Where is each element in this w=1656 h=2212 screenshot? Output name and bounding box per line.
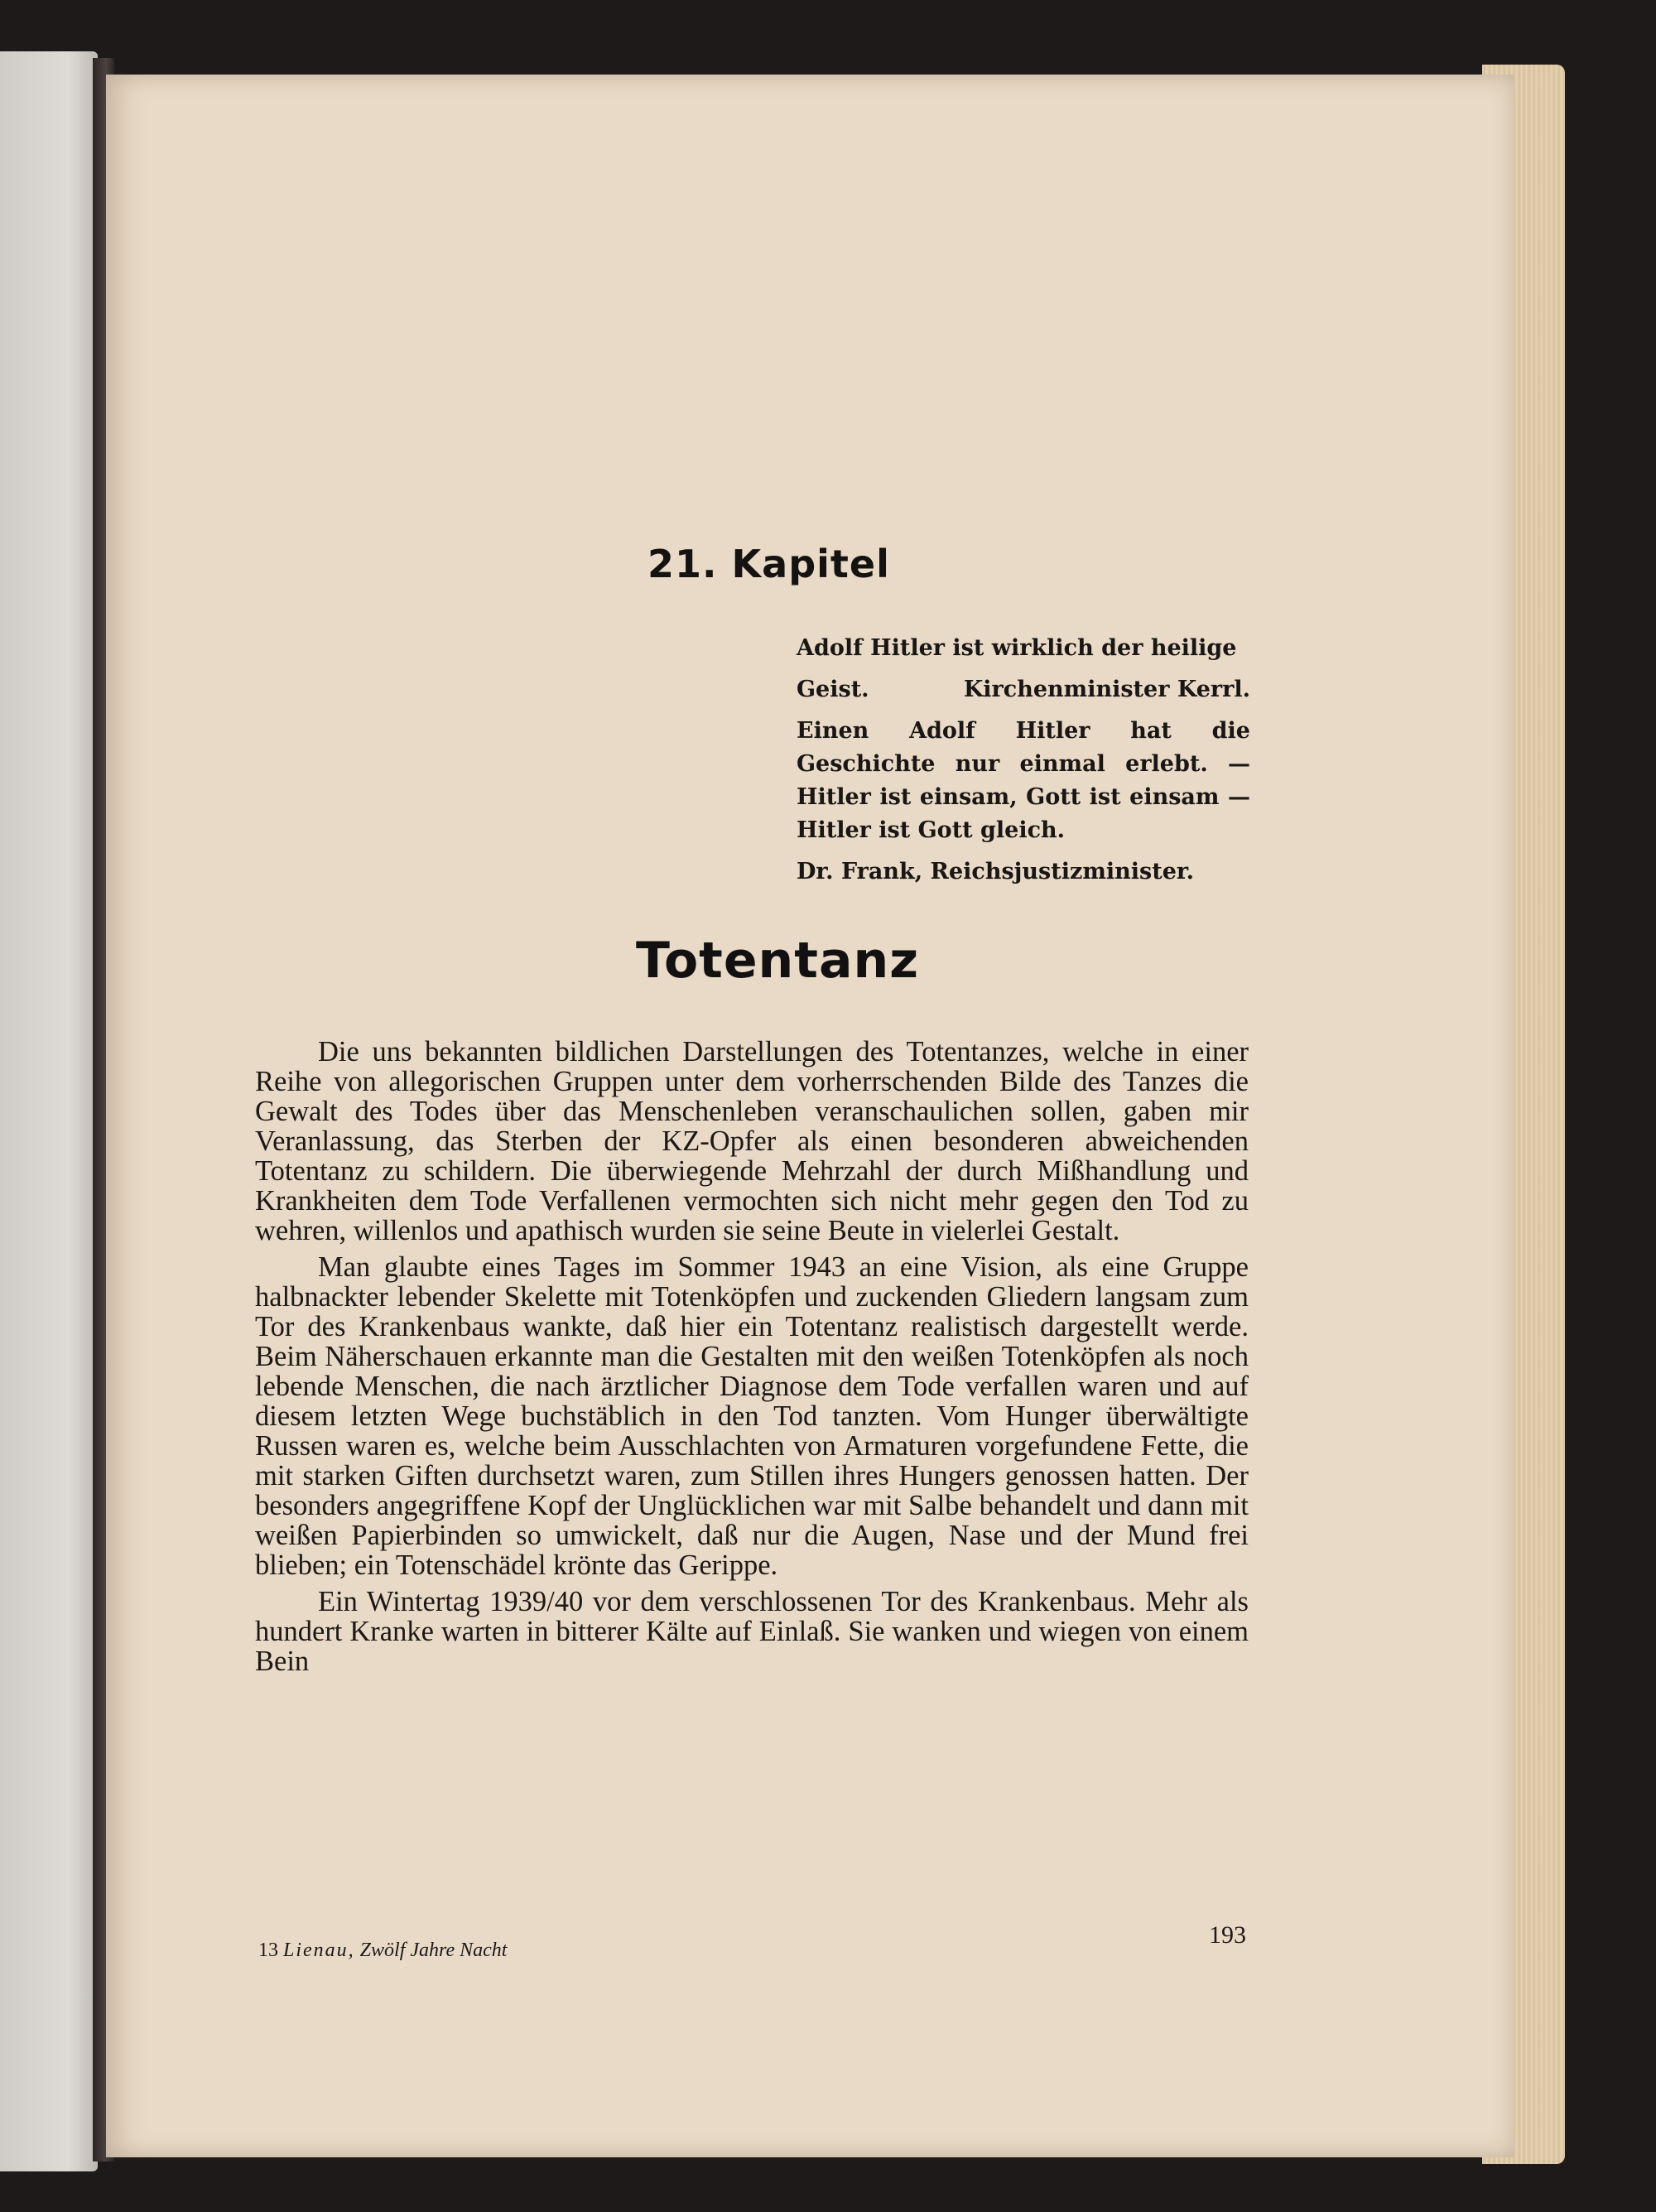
paragraph-1: Die uns bekannten bildlichen Darstellungen des Totentanzes, welche in einer Reihe von allegorischen Gruppen unter dem vorherrschenden Bilde des Tanzes die Gewalt des Todes über das Menschenleben veranschaulichen sollen, gaben mir Veranlassung, das Sterben der KZ-Opfer als einen besonderen abweichenden Totentanz zu schildern. Die überwiegende Mehrzahl der durch Mißhandlung und Krankheiten dem Tode Verfallenen vermochten sich nicht mehr gegen den Tod zu wehren, willenlos und apathisch wurden sie seine Beute in vielerlei Gestalt.: [255, 1036, 1249, 1246]
paragraph-2: Man glaubte eines Tages im Sommer 1943 an eine Vision, als eine Gruppe halbnackter lebender Skelette mit Totenköpfen und zuckenden Gliedern langsam zum Tor des Krankenbaus wankte, daß hier ein Totentanz realistisch dargestellt werde. Beim Näherschauen erkannte man die Gestalten mit den weißen Totenköpfen als noch lebende Menschen, die nach ärztlicher Diagnose dem Tode verfallen waren und auf diesem letzten Wege buchstäblich in den Tod tanzten. Vom Hunger überwältigte Russen waren es, welche beim Ausschlachten von Armaturen vorgefundene Fette, die mit starken Giften durchsetzt waren, zum Stillen ihres Hungers genossen hatten. Der besonders angegriffene Kopf der Unglücklichen war mit Salbe behandelt und dann mit weißen Papierbinden so umwickelt, daß nur die Augen, Nase und der Mund frei blieben; ein Totenschädel krönte das Gerippe.: [255, 1251, 1249, 1581]
epigraph-quote-1-line-1: [797, 632, 1250, 665]
left-page-edge: [0, 51, 98, 2171]
epigraph-attribution-1: Kirchenminister Kerrl.: [963, 677, 1250, 702]
page-number: 193: [1209, 1921, 1246, 1949]
epigraph-quote-1-line-2: [797, 673, 1250, 706]
epigraph-attribution-2: Dr. Frank, Reichsjustizminister.: [797, 859, 1195, 884]
epigraph-quote-2: Einen Adolf Hitler hat die Geschichte nur einmal erlebt. — Hitler ist einsam, Gott ist einsam — Hitler ist Gott gleich.: [797, 718, 1250, 843]
footer-book-title: Zwölf Jahre Nacht: [359, 1940, 508, 1961]
epigraph-quote-1-end: Geist.: [797, 677, 869, 702]
footer-author: Lienau,: [283, 1940, 355, 1961]
body-text: [255, 1037, 1249, 1683]
paragraph-3: Ein Wintertag 1939/40 vor dem verschlossenen Tor des Krankenbaus. Mehr als hundert Kranke warten in bitterer Kälte auf Einlaß. Sie wanken und wiegen von einem Bein: [255, 1586, 1249, 1677]
footer-signature-line: [258, 1940, 507, 1962]
footer-signature: 13: [258, 1940, 278, 1961]
epigraph: [797, 632, 1250, 897]
chapter-title: 21. Kapitel: [647, 542, 890, 586]
epigraph-quote-1-text: Adolf Hitler ist wirklich der heilige: [797, 635, 1237, 661]
section-title: Totentanz: [636, 932, 920, 990]
